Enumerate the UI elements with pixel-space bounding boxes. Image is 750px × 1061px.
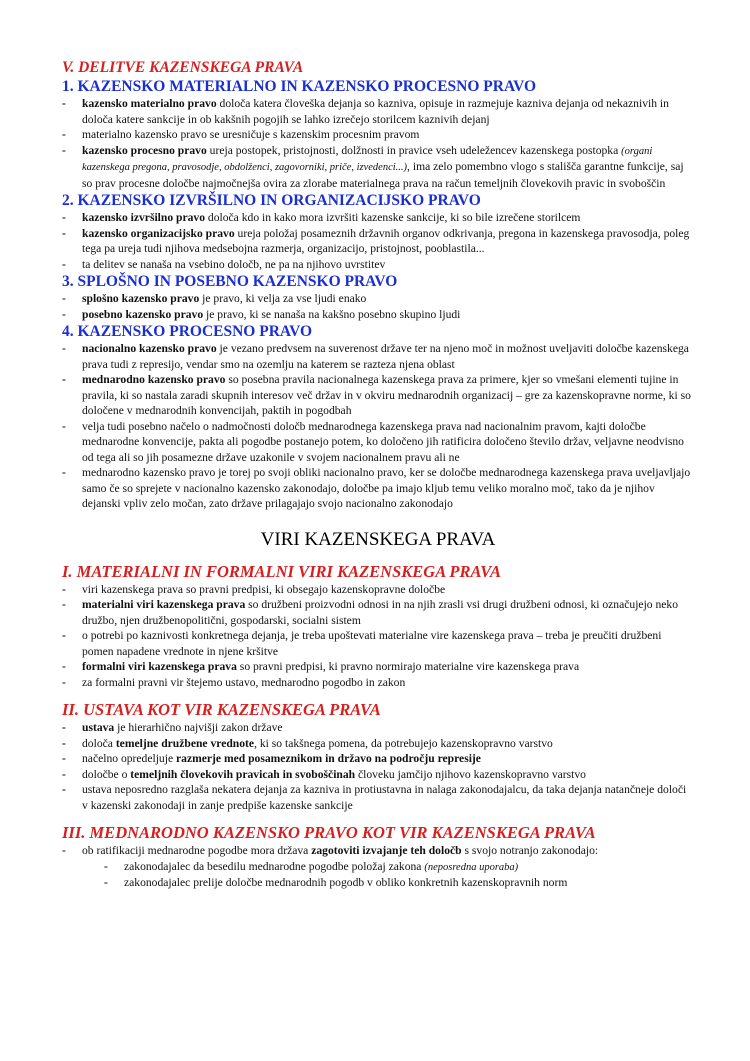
list-item: - ob ratifikaciji mednarodne pogodbe mora država zagotoviti izvajanje teh določb s svojo notranjo zakonodajo: - zakonodajalec da besedilu mednarodne pogodbe položaj zakona (neposredna uporaba) - zakonodajalec prelije določbe mednarodnih pogodb v obliko konkretnih kazenskopravnih norm xyxy=(62,843,694,891)
list-item: - kazensko organizacijsko pravo ureja položaj posameznih državnih organov odkrivanja, pregona in kazenskega pravosodja, poleg tega pa ureja tudi njihova medsebojna razmerja, organizacijo, pristojnost, pooblastila... xyxy=(62,226,690,255)
list-item: - za formalni pravni vir štejemo ustavo, mednarodno pogodbo in zakon xyxy=(62,675,406,689)
spacer xyxy=(62,813,694,823)
list-item: - ustava je hierarhično najvišji zakon države xyxy=(62,721,283,734)
list-item: - ustava neposredno razglaša nekatera dejanja za kazniva in protiustavna in nalaga zakonodajalcu, da taka dejanja natančneje določi v kazenski zakonodaji in zanje predpiše kazenske sankcije xyxy=(62,783,687,812)
list-item: - materialno kazensko pravo se uresničuje s kazenskim procesnim pravom xyxy=(62,128,420,141)
section-heading: II. USTAVA KOT VIR KAZENSKEGA PRAVA xyxy=(62,700,381,719)
list-item: - kazensko izvršilno pravo določa kdo in kako mora izvršiti kazenske sankcije, ki so bile izrečene storilcem xyxy=(62,211,581,224)
list-item: - kazensko procesno pravo ureja postopek, pristojnosti, dolžnosti in pravice vseh udeležencev kazenskega postopka (organi kazenskega pregona, pravosodje, obdolženci, zagovorniki, priče, izvedenci...), ima zelo pomembno vlogo s stališča garantne funkcije, saj so prav procesne določbe najmočnejša ovira za zlorabe materialnega prava na račun temeljnih človekovih pravic in svoboščin xyxy=(62,143,684,190)
bullet-list xyxy=(62,341,694,512)
bullet-list xyxy=(62,843,694,891)
bullet-list xyxy=(62,291,694,322)
document-page xyxy=(62,58,694,891)
list-item: - zakonodajalec prelije določbe mednarodnih pogodb v obliko konkretnih kazenskopravnih norm xyxy=(104,876,568,889)
section-heading: III. MEDNARODNO KAZENSKO PRAVO KOT VIR KAZENSKEGA PRAVA xyxy=(62,823,596,842)
section-heading: 1. KAZENSKO MATERIALNO IN KAZENSKO PROCESNO PRAVO xyxy=(62,78,537,95)
list-item: - določbe o temeljnih človekovih pravicah in svoboščinah človeku jamčijo njihovo kazenskopravno varstvo xyxy=(62,767,586,781)
list-item: - viri kazenskega prava so pravni predpisi, ki obsegajo kazenskopravne določbe xyxy=(62,582,446,596)
part1-title: V. DELITVE KAZENSKEGA PRAVA xyxy=(62,59,304,76)
bullet-list xyxy=(62,210,694,272)
section-heading: I. MATERIALNI IN FORMALNI VIRI KAZENSKEGA PRAVA xyxy=(62,561,502,581)
list-item: - mednarodno kazensko pravo je torej po svoji obliki nacionalno pravo, ker se določbe mednarodnega kazenskega prava uveljavljajo samo če so sprejete v nacionalno kazensko zakonodajo, določbe pa imajo kljub temu veliko moralno moč, tako da je njihov dejanski vpliv zelo močan, zato države prilagajajo svojo nacionalno zakonodajo xyxy=(62,466,691,510)
list-item: - materialni viri kazenskega prava so družbeni proizvodni odnosi in na njih zrasli vsi drugi družbeni odnosi, ki označujejo neko družbo, njen družbenopolitični, gospodarski, socialni sistem xyxy=(62,598,679,627)
section-heading: 2. KAZENSKO IZVRŠILNO IN ORGANIZACIJSKO PRAVO xyxy=(62,192,481,209)
list-item: - o potrebi po kaznivosti konkretnega dejanja, je treba upoštevati materialne vire kazenskega prava – treba je preučiti družbeni pomen napadene vrednote in njene kršitve xyxy=(62,629,662,658)
list-item: - kazensko materialno pravo določa katera človeška dejanja so kazniva, opisuje in razmejuje kazniva dejanja od nekaznivih in določa katere sankcije in ob kakšnih pogojih se lahko izrečejo storilcem kaznivih dejanj xyxy=(62,97,669,126)
bullet-list xyxy=(62,96,694,191)
part2-title: VIRI KAZENSKEGA PRAVA xyxy=(260,528,496,550)
list-item: - zakonodajalec da besedilu mednarodne pogodbe položaj zakona (neposredna uporaba) xyxy=(104,859,519,873)
section-heading: 3. SPLOŠNO IN POSEBNO KAZENSKO PRAVO xyxy=(62,273,398,290)
spacer xyxy=(62,690,694,700)
bullet-list xyxy=(62,582,694,691)
bullet-list xyxy=(62,720,694,813)
list-item: - formalni viri kazenskega prava so pravni predpisi, ki pravno normirajo materialne vire kazenskega prava xyxy=(62,660,580,673)
sub-bullet-list xyxy=(82,859,694,891)
list-item: - posebno kazensko pravo je pravo, ki se nanaša na kakšno posebno skupino ljudi xyxy=(62,307,461,321)
list-item: - določa temeljne družbene vrednote, ki so takšnega pomena, da potrebujejo kazenskopravno varstvo xyxy=(62,736,553,750)
list-item: - ta delitev se nanaša na vsebino določb, ne pa na njihovo uvrstitev xyxy=(62,257,386,271)
list-item: - mednarodno kazensko pravo so posebna pravila nacionalnega kazenskega prava za primere, kjer so vmešani elementi tujine in pravila, ki so nastala zaradi skupnih interesov več držav in v okviru mednarodnih organizacij – gre za kazenskopravne norme, ki so določene v mednarodnih konvencijah, paktih in pogodbah xyxy=(62,373,691,417)
list-item: - velja tudi posebno načelo o nadmočnosti določb mednarodnega kazenskega prava nad nacionalnim pravom, kajti določbe mednarodne konvencije, pakta ali pogodbe postanejo potem, ko določeno jih ratificira določeno število držav, veljavne neodvisno od tega ali so jih posamezne države uzakonile v svojem nacionalnem pravu ali ne xyxy=(62,419,684,464)
list-item: - splošno kazensko pravo je pravo, ki velja za vse ljudi enako xyxy=(62,292,367,305)
list-item: - načelno opredeljuje razmerje med posameznikom in državo na področju represije xyxy=(62,752,481,765)
list-item: - nacionalno kazensko pravo je vezano predvsem na suverenost države ter na njeno moč in možnost uveljaviti določbe kazenskega prava tudi z represijo, vendar smo na ozemlju na katerem se razteza njena oblast xyxy=(62,342,689,371)
section-heading: 4. KAZENSKO PROCESNO PRAVO xyxy=(62,323,313,340)
